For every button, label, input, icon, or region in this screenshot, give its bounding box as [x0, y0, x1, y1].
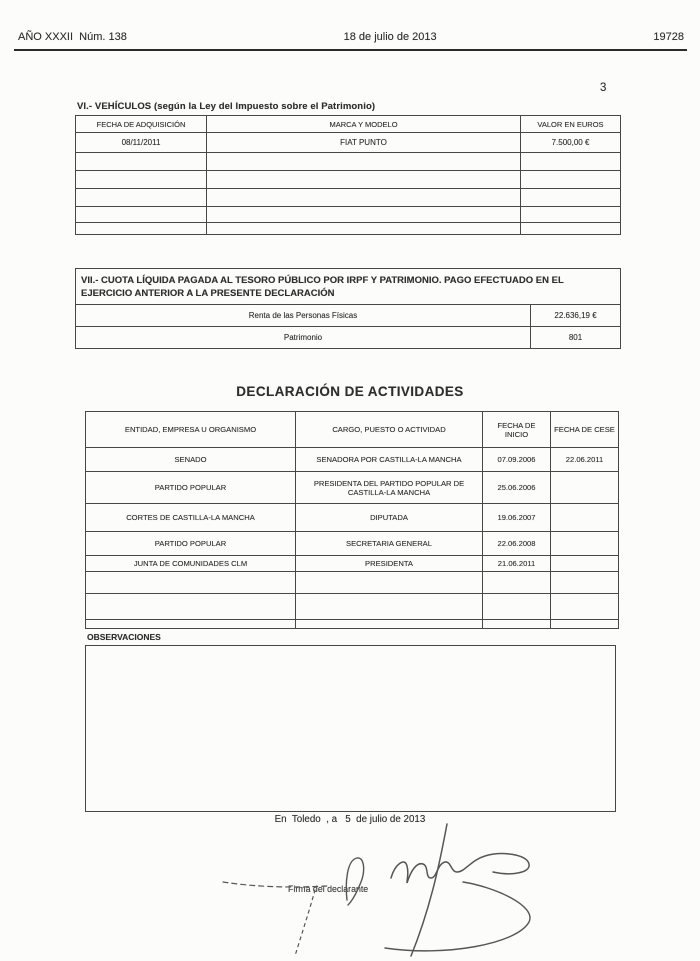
table-cell-cargo: DIPUTADA [296, 504, 483, 532]
table-row [76, 189, 621, 207]
vehicles-table [75, 115, 621, 235]
table-cell-entidad: PARTIDO POPULAR [86, 532, 296, 556]
table-cell-patrimonio-label: Patrimonio [76, 327, 531, 349]
table-cell-empty [483, 620, 551, 629]
column-header-entidad: ENTIDAD, EMPRESA U ORGANISMO [86, 412, 296, 448]
column-header-marca-modelo: MARCA Y MODELO [207, 116, 521, 133]
table-cell-empty [521, 189, 621, 207]
table-cell-empty [76, 171, 207, 189]
column-header-fecha-adquisicion: FECHA DE ADQUISICIÓN [76, 116, 207, 133]
table-cell-valor: 7.500,00 € [521, 133, 621, 153]
cuota-table [75, 268, 621, 349]
place-date-line: En Toledo , a 5 de julio de 2013 [274, 814, 426, 825]
observations-box [85, 645, 616, 812]
table-cell-cargo: PRESIDENTA [296, 556, 483, 572]
table-row [86, 620, 619, 629]
table-cell-entidad: SENADO [86, 448, 296, 472]
table-cell-empty [207, 171, 521, 189]
table-cell-inicio: 07.09.2006 [483, 448, 551, 472]
table-cell-empty [521, 207, 621, 223]
table-cell-entidad: PARTIDO POPULAR [86, 472, 296, 504]
table-cell-inicio: 25.06.2006 [483, 472, 551, 504]
table-cell-empty [521, 153, 621, 171]
column-header-fecha-cese: FECHA DE CESE [551, 412, 619, 448]
table-row [86, 572, 619, 594]
table-cell-marca: FIAT PUNTO [207, 133, 521, 153]
table-cell-patrimonio-value: 801 [531, 327, 621, 349]
table-cell-empty [86, 572, 296, 594]
bulletin-header [18, 31, 684, 43]
column-header-valor-euros: VALOR EN EUROS [521, 116, 621, 133]
cuota-title-row [76, 269, 621, 305]
table-cell-cargo: PRESIDENTA DEL PARTIDO POPULAR DE CASTILLA-LA MANCHA [296, 472, 483, 504]
vehicles-header-row [76, 116, 621, 133]
table-cell-inicio: 19.06.2007 [483, 504, 551, 532]
header-issue: AÑO XXXII Núm. 138 [18, 31, 127, 43]
table-row [76, 153, 621, 171]
table-cell-empty [76, 153, 207, 171]
column-header-fecha-inicio: FECHA DE INICIO [483, 412, 551, 448]
table-row [76, 327, 621, 349]
table-cell-cargo: SENADORA POR CASTILLA-LA MANCHA [296, 448, 483, 472]
table-cell-inicio: 21.06.2011 [483, 556, 551, 572]
table-cell-empty [76, 207, 207, 223]
table-cell-empty [551, 572, 619, 594]
table-cell-empty [551, 594, 619, 620]
table-cell-fecha: 08/11/2011 [76, 133, 207, 153]
table-cell-cargo: SECRETARIA GENERAL [296, 532, 483, 556]
handwritten-signature [195, 820, 565, 961]
header-date: 18 de julio de 2013 [343, 31, 437, 43]
table-cell-empty [296, 594, 483, 620]
table-cell-renta-label: Renta de las Personas Físicas [76, 305, 531, 327]
table-row [86, 594, 619, 620]
signature-label: Firma del declarante [288, 884, 369, 894]
observations-label: OBSERVACIONES [87, 632, 161, 642]
table-cell-empty [76, 189, 207, 207]
table-row [76, 207, 621, 223]
table-cell-entidad: CORTES DE CASTILLA-LA MANCHA [86, 504, 296, 532]
table-cell-empty [76, 223, 207, 235]
table-cell-cese: 22.06.2011 [551, 448, 619, 472]
table-row [76, 305, 621, 327]
table-cell-empty [296, 620, 483, 629]
header-page-ref: 19728 [653, 31, 684, 43]
vehicles-section-title: VI.- VEHÍCULOS (según la Ley del Impuesto sobre el Patrimonio) [77, 101, 376, 112]
table-cell-empty [483, 594, 551, 620]
activities-table [85, 411, 619, 629]
table-row [86, 556, 619, 572]
table-cell-empty [207, 189, 521, 207]
table-row [86, 532, 619, 556]
cuota-section-title: VII.- CUOTA LÍQUIDA PAGADA AL TESORO PÚBLICO POR IRPF Y PATRIMONIO. PAGO EFECTUADO EN EL EJERCICIO ANTERIOR A LA PRESENTE DECLARACIÓN [76, 269, 621, 305]
activities-section-title: DECLARACIÓN DE ACTIVIDADES [236, 384, 464, 399]
column-header-cargo: CARGO, PUESTO O ACTIVIDAD [296, 412, 483, 448]
table-cell-renta-value: 22.636,19 € [531, 305, 621, 327]
table-row [76, 171, 621, 189]
table-cell-cese [551, 504, 619, 532]
table-cell-empty [86, 594, 296, 620]
table-row [86, 448, 619, 472]
table-cell-cese [551, 532, 619, 556]
table-cell-cese [551, 556, 619, 572]
activities-header-row [86, 412, 619, 448]
page-number: 3 [600, 82, 607, 94]
table-row [86, 472, 619, 504]
table-cell-empty [483, 572, 551, 594]
table-cell-empty [551, 620, 619, 629]
table-cell-empty [521, 223, 621, 235]
table-cell-inicio: 22.06.2008 [483, 532, 551, 556]
header-rule [14, 49, 687, 51]
table-cell-empty [207, 207, 521, 223]
table-cell-empty [207, 153, 521, 171]
table-cell-empty [296, 572, 483, 594]
table-cell-entidad: JUNTA DE COMUNIDADES CLM [86, 556, 296, 572]
table-cell-empty [207, 223, 521, 235]
table-cell-cese [551, 472, 619, 504]
table-row [86, 504, 619, 532]
table-row [76, 133, 621, 153]
table-cell-empty [86, 620, 296, 629]
table-row [76, 223, 621, 235]
table-cell-empty [521, 171, 621, 189]
